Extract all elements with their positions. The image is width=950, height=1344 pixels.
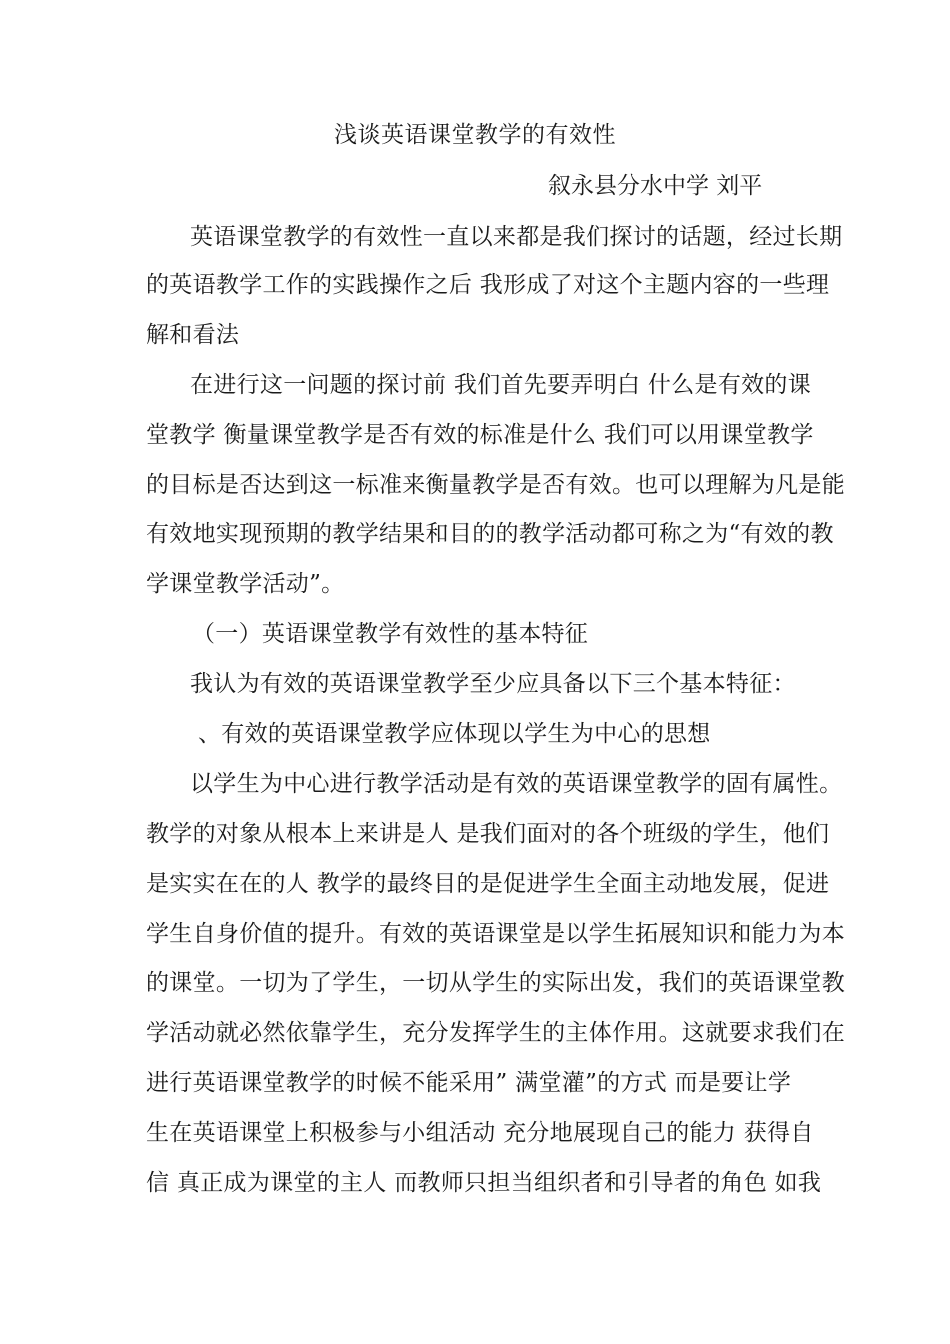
paragraph-line: 学课堂教学活动”。 (146, 571, 345, 597)
section-heading: （一）英语课堂教学有效性的基本特征 (192, 621, 589, 647)
paragraph-line: 学生自身价值的提升。有效的英语课堂是以学生拓展知识和能力为本 (146, 921, 845, 947)
paragraph-line: 进行英语课堂教学的时候不能采用” 满堂灌”的方式 而是要让学 (146, 1070, 792, 1096)
paragraph-line: 英语课堂教学的有效性一直以来都是我们探讨的话题，经过长期 (190, 224, 843, 250)
paragraph-line: 我认为有效的英语课堂教学至少应具备以下三个基本特征： (190, 671, 796, 697)
paragraph-line: 有效地实现预期的教学结果和目的的教学活动都可称之为“有效的教 (146, 521, 834, 547)
paragraph-line: 是实实在在的人 教学的最终目的是促进学生全面主动地发展，促进 (146, 871, 830, 897)
paragraph-line: 教学的对象从根本上来讲是人 是我们面对的各个班级的学生，他们 (146, 821, 830, 847)
paragraph-line: 以学生为中心进行教学活动是有效的英语课堂教学的固有属性。 (190, 771, 843, 797)
paragraph-line: 学活动就必然依靠学生，充分发挥学生的主体作用。这就要求我们在 (146, 1020, 845, 1046)
paragraph-line: 在进行这一问题的探讨前 我们首先要弄明白 什么是有效的课 (190, 372, 812, 398)
paragraph-line: 信 真正成为课堂的主人 而教师只担当组织者和引导者的角色 如我 (146, 1170, 822, 1196)
list-item-heading: 、有效的英语课堂教学应体现以学生为中心的思想 (198, 721, 711, 747)
paragraph-line: 解和看法 (146, 322, 240, 348)
paragraph-line: 的课堂。一切为了学生，一切从学生的实际出发，我们的英语课堂教 (146, 970, 845, 996)
paragraph-line: 的目标是否达到这一标准来衡量教学是否有效。也可以理解为凡是能 (146, 472, 845, 498)
paragraph-line: 堂教学 衡量课堂教学是否有效的标准是什么 我们可以用课堂教学 (146, 422, 814, 448)
paragraph-line: 生在英语课堂上积极参与小组活动 充分地展现自己的能力 获得自 (146, 1120, 814, 1146)
document-author: 叙永县分水中学 刘平 (548, 173, 763, 199)
paragraph-line: 的英语教学工作的实践操作之后 我形成了对这个主题内容的一些理 (146, 272, 830, 298)
document-title: 浅谈英语课堂教学的有效性 (334, 122, 616, 148)
